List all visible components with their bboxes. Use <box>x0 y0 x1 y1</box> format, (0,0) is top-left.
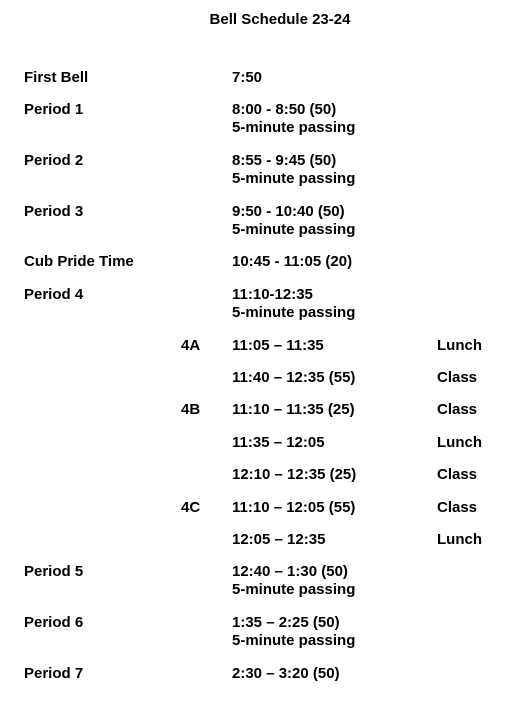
row-label: Period 7 <box>24 665 84 682</box>
row-time: 10:45 - 11:05 (20) <box>232 253 353 270</box>
row-type: Lunch <box>437 531 482 548</box>
row-label: Period 2 <box>24 152 84 169</box>
row-note: 5-minute passing <box>232 221 356 238</box>
row-note: 5-minute passing <box>232 170 356 187</box>
row-label: First Bell <box>24 69 89 86</box>
row-label: Cub Pride Time <box>24 253 134 270</box>
row-time: 9:50 - 10:40 (50) <box>232 203 345 220</box>
row-type: Lunch <box>437 337 482 354</box>
row-time: 12:40 – 1:30 (50) <box>232 563 348 580</box>
row-time: 11:10 – 11:35 (25) <box>232 401 355 418</box>
row-time: 11:05 – 11:35 <box>232 337 324 354</box>
row-time: 12:10 – 12:35 (25) <box>232 466 357 483</box>
lunch-group-label: 4B <box>181 401 201 418</box>
row-note: 5-minute passing <box>232 119 356 136</box>
row-type: Class <box>437 401 478 418</box>
lunch-group-label: 4C <box>181 499 201 516</box>
row-time: 8:00 - 8:50 (50) <box>232 101 337 118</box>
row-note: 5-minute passing <box>232 632 356 649</box>
row-type: Lunch <box>437 434 482 451</box>
row-label: Period 5 <box>24 563 84 580</box>
row-time: 1:35 – 2:25 (50) <box>232 614 340 631</box>
row-type: Class <box>437 466 478 483</box>
row-label: Period 3 <box>24 203 84 220</box>
row-time: 11:10-12:35 <box>232 286 313 303</box>
lunch-group-label: 4A <box>181 337 201 354</box>
row-time: 12:05 – 12:35 <box>232 531 326 548</box>
row-label: Period 4 <box>24 286 84 303</box>
row-time: 11:35 – 12:05 <box>232 434 325 451</box>
row-time: 7:50 <box>232 69 263 86</box>
row-label: Period 6 <box>24 614 84 631</box>
row-label: Period 1 <box>24 101 84 118</box>
row-type: Class <box>437 369 478 386</box>
row-time: 11:40 – 12:35 (55) <box>232 369 356 386</box>
page-title: Bell Schedule 23-24 <box>209 11 351 28</box>
row-note: 5-minute passing <box>232 304 356 321</box>
row-note: 5-minute passing <box>232 581 356 598</box>
row-time: 8:55 - 9:45 (50) <box>232 152 337 169</box>
row-type: Class <box>437 499 478 516</box>
row-time: 2:30 – 3:20 (50) <box>232 665 340 682</box>
row-time: 11:10 – 12:05 (55) <box>232 499 356 516</box>
